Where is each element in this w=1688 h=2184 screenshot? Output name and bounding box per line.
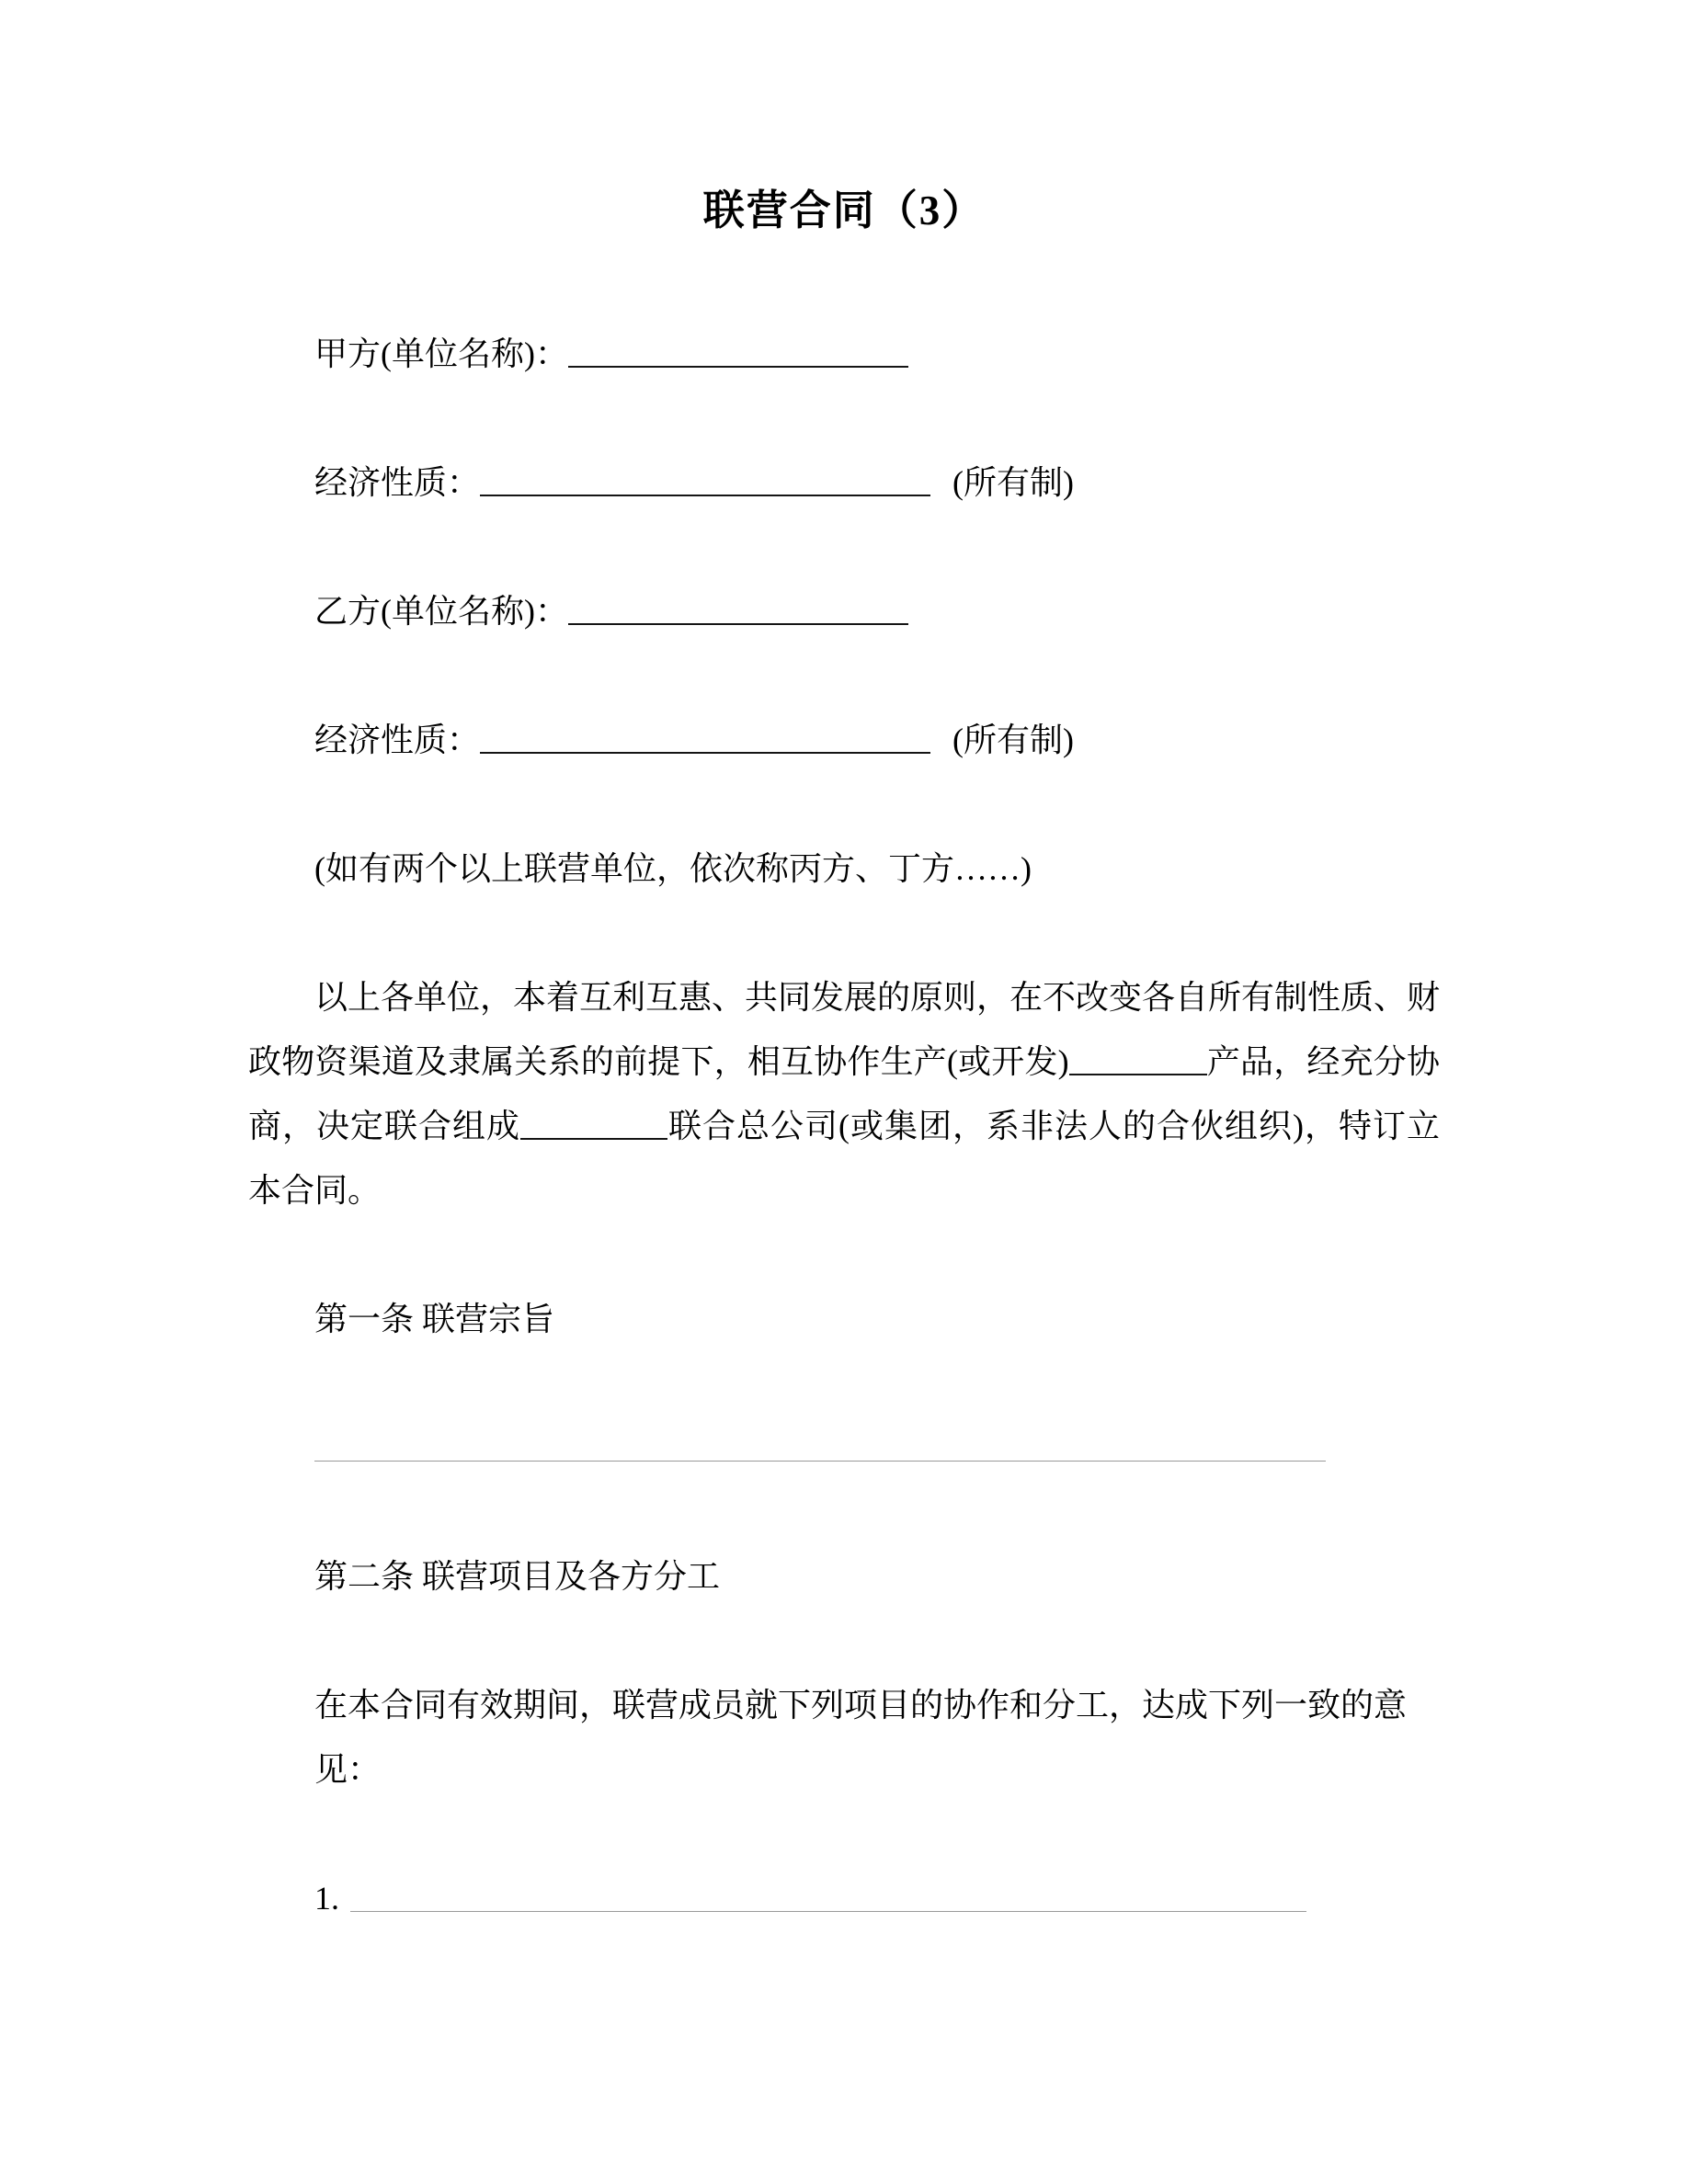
article-1-blank-line [248,1416,1440,1480]
party-b-label: 乙方(单位名称)： [314,593,568,630]
preamble-part-2: 产品，经充分协商，决定联合组成 [248,1043,1440,1144]
economic-nature-2-line [248,708,1440,772]
economic-nature-1-line [248,450,1440,515]
party-a-label: 甲方(单位名称)： [314,336,568,372]
item-1-blank [350,1883,1306,1912]
party-b-line [248,579,1440,643]
preamble-paragraph [248,965,1440,1223]
economic-nature-1-blank [480,467,930,496]
item-1-line [248,1866,1440,1930]
article-1-blank [314,1433,1326,1462]
party-a-line [248,322,1440,386]
article-1-heading: 第一条 联营宗旨 [314,1301,555,1337]
document-title: 联营合同（3） [702,188,986,233]
party-b-blank [568,596,908,625]
ownership-suffix-2: (所有制) [952,722,1074,758]
company-name-blank [520,1110,667,1140]
article-2-intro: 在本合同有效期间，联营成员就下列项目的协作和分工，达成下列一致的意见： [314,1687,1408,1788]
economic-nature-1-label: 经济性质： [314,464,481,501]
preamble-part-1: 以上各单位，本着互利互惠、共同发展的原则，在不改变各自所有制性质、财政物资渠道及隶属关系的前提下，相互协作生产(或开发) [248,979,1441,1080]
item-1-number: 1. [314,1880,339,1917]
product-name-blank [1069,1046,1207,1075]
ownership-suffix-1: (所有制) [952,464,1074,501]
economic-nature-2-blank [480,724,930,754]
article-2-heading: 第二条 联营项目及各方分工 [314,1558,721,1595]
economic-nature-2-label: 经济性质： [314,722,481,758]
preamble-part-3: 联合总公司(或集团，系非法人的合伙组织)，特订立本合同。 [248,1108,1440,1209]
additional-parties-note: (如有两个以上联营单位，依次称丙方、丁方……) [314,850,1032,887]
party-a-blank [568,338,908,368]
